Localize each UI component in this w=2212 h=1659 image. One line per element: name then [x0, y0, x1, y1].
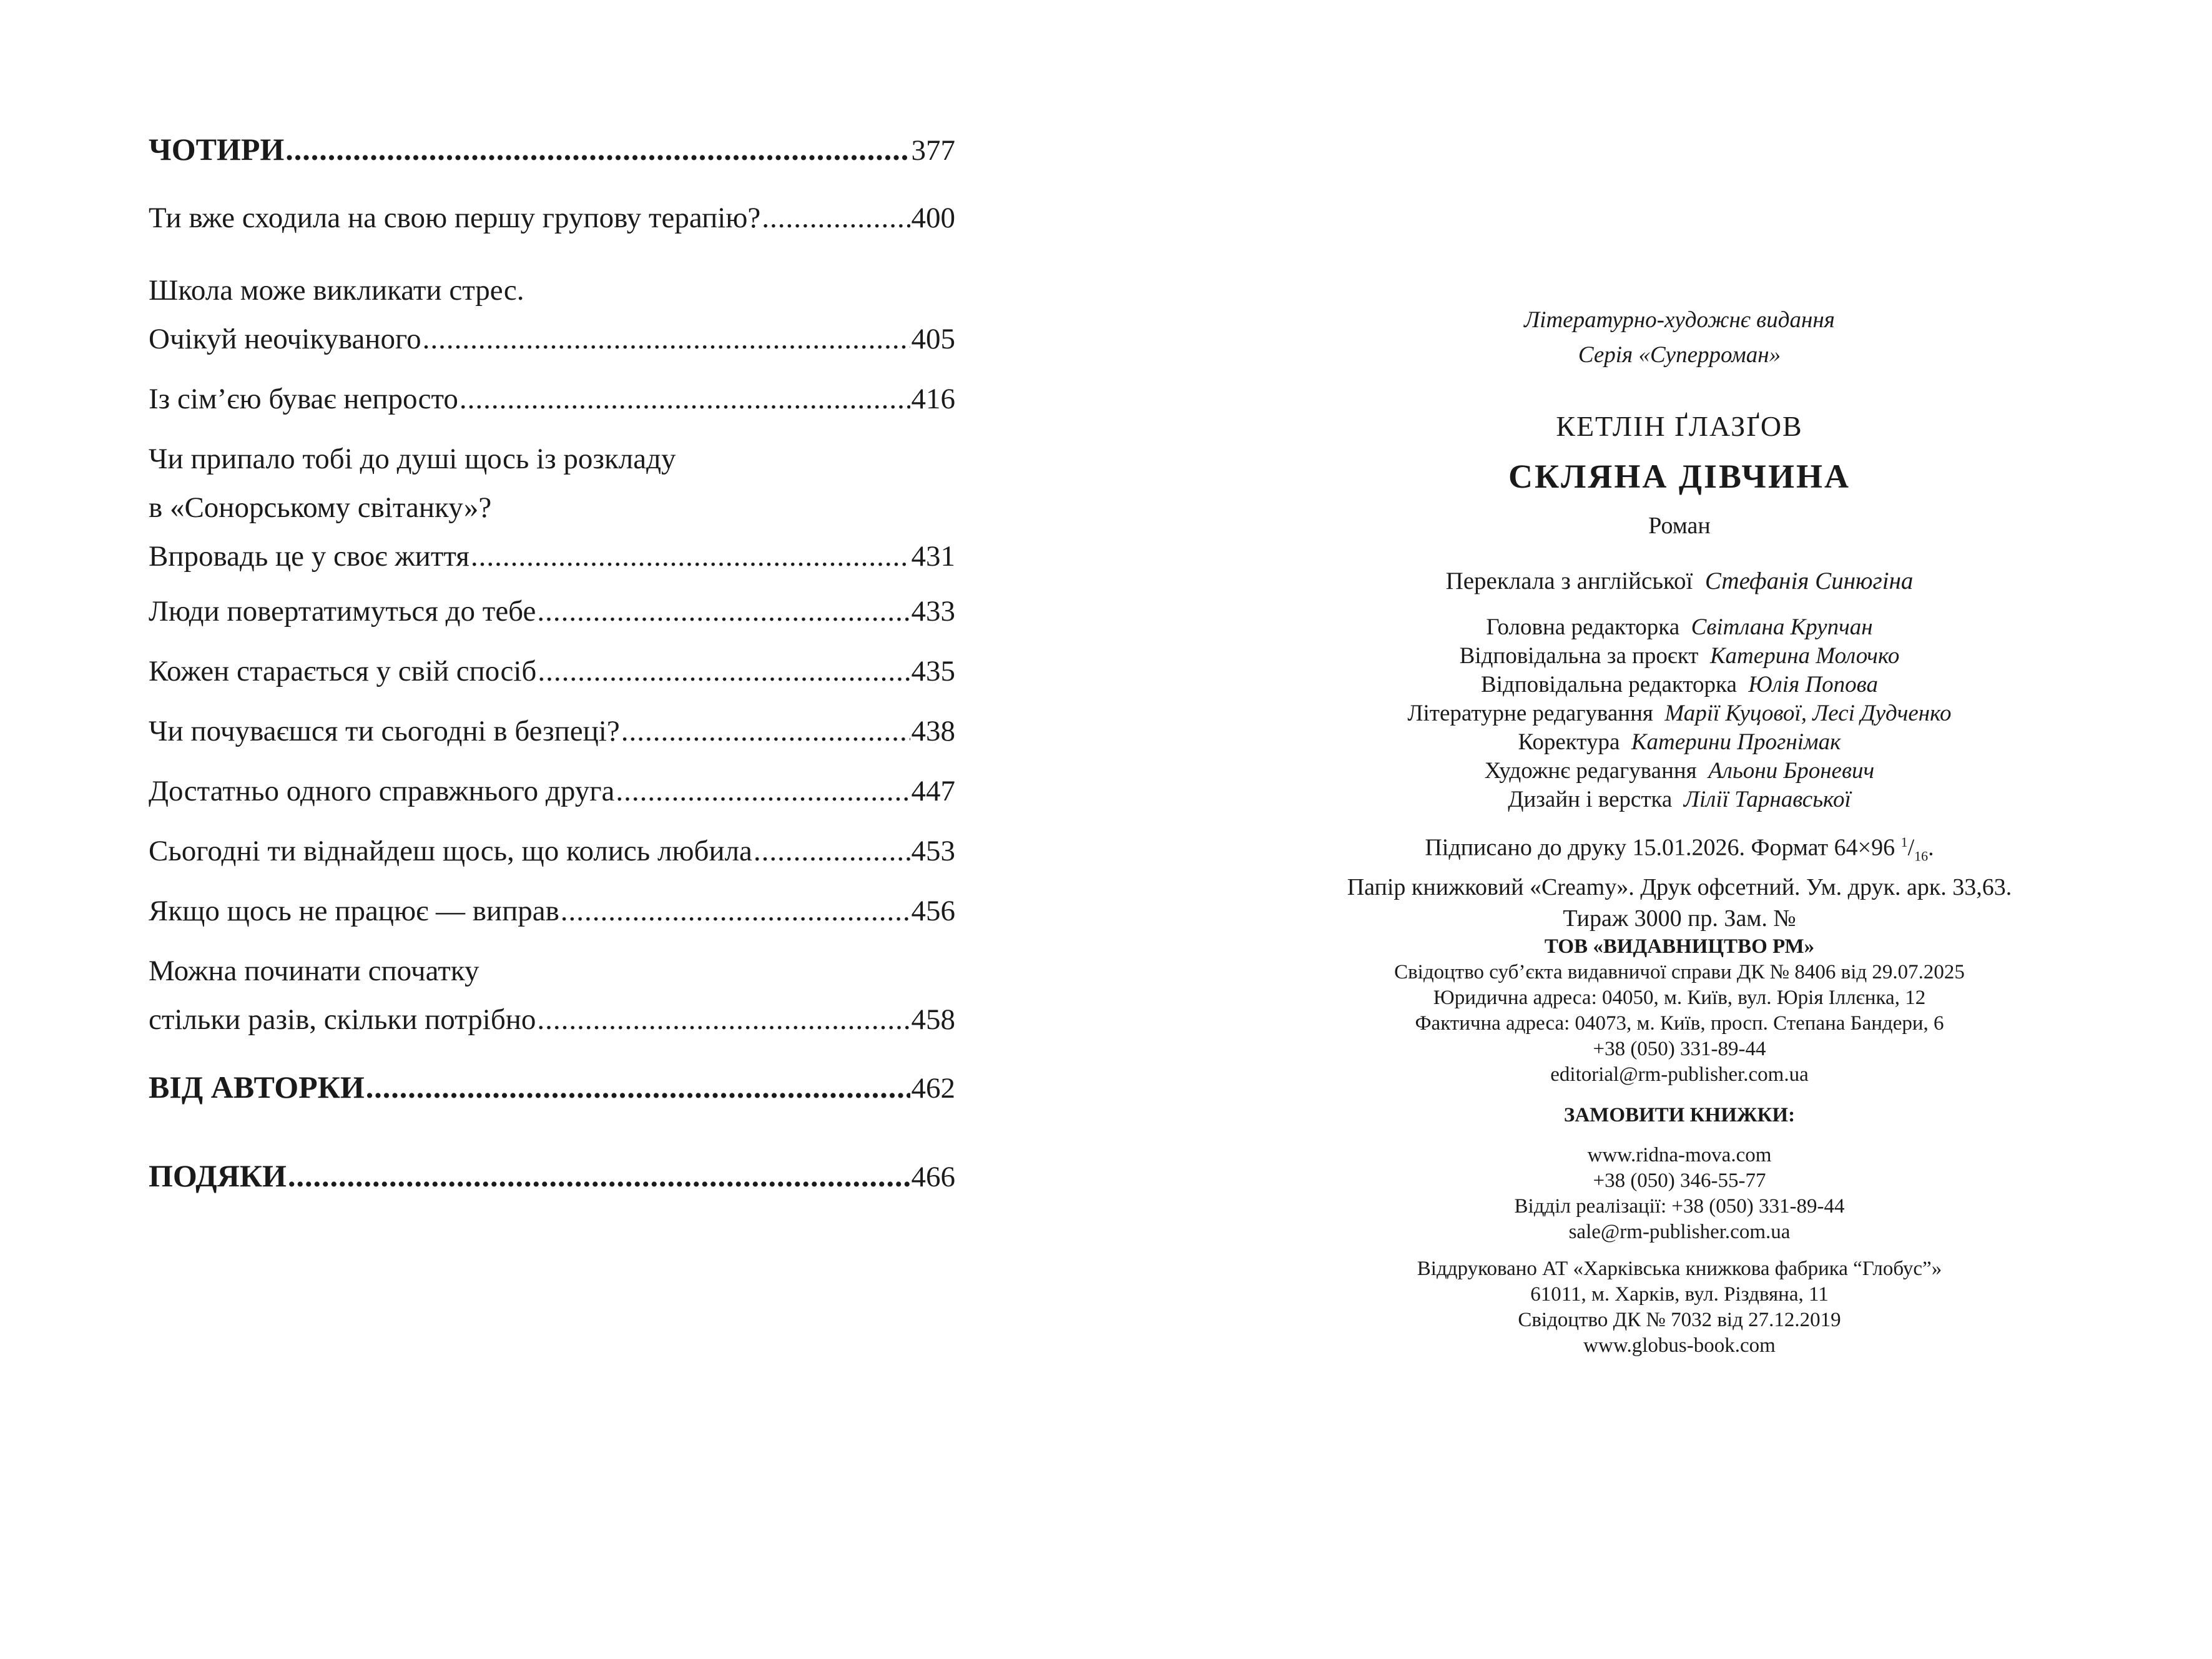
edition-type: Літературно-художнє видання: [1524, 307, 1835, 333]
toc-entry-title: Очікуй неочікуваного: [149, 323, 421, 355]
toc-leader: [537, 995, 910, 1044]
toc-page-number: 466: [911, 1161, 955, 1193]
publisher-phone: +38 (050) 331-89-44: [1593, 1038, 1766, 1060]
credits-list: [1274, 613, 2085, 814]
toc-entry: [149, 647, 955, 696]
series-name: Серія «Суперроман»: [1578, 342, 1781, 368]
credit-role: Художнє редагування: [1484, 758, 1697, 784]
print-signed-line: Підписано до друку 15.01.2026. Формат 64×96 $^1/_{16}$.: [1425, 834, 1934, 864]
credit-name: Марії Куцової, Лесі Дудченко: [1664, 701, 1952, 726]
toc-entry: [149, 587, 955, 636]
toc-entry: [149, 947, 955, 1044]
order-phone: +38 (050) 346-55-77: [1593, 1169, 1766, 1192]
toc-entry: [149, 194, 955, 242]
book-title: СКЛЯНА ДІВЧИНА: [1508, 458, 1851, 495]
printer-details: [1274, 1256, 2085, 1359]
credit-line: [1274, 785, 2085, 814]
toc-entry-title: Якщо щось не працює — виправ: [149, 895, 559, 927]
toc-leader: [616, 767, 910, 815]
toc-leader: [460, 375, 910, 423]
credit-line: [1274, 728, 2085, 757]
toc-page-number: 377: [911, 134, 955, 167]
printer-name: Віддруковано АТ «Харківська книжкова фабрика “Глобус”»: [1417, 1258, 1942, 1280]
credit-name: Катерина Молочко: [1709, 643, 1900, 669]
credit-line: [1274, 757, 2085, 785]
toc-entry: [149, 435, 955, 581]
credit-role: Літературне редагування: [1407, 701, 1653, 726]
toc-page-number: 405: [911, 323, 955, 355]
order-contacts: [1274, 1143, 2085, 1245]
order-website: www.ridna-mova.com: [1587, 1144, 1772, 1166]
toc-page-number: 433: [911, 595, 955, 628]
toc-page-number: 456: [911, 895, 955, 927]
credit-name: Світлана Крупчан: [1691, 614, 1873, 640]
toc-entry-title: Із сім’єю буває непросто: [149, 383, 458, 415]
toc-entry-title: в «Сонорському світанку»?: [149, 491, 492, 524]
toc-entry: [149, 375, 955, 423]
order-heading: ЗАМОВИТИ КНИЖКИ:: [1563, 1104, 1796, 1126]
publisher-license: Свідоцтво суб’єкта видавничої справи ДК № 8406 від 29.07.2025: [1394, 961, 1965, 983]
translator-credit: [1274, 567, 2085, 596]
printer-address: 61011, м. Харків, вул. Різдвяна, 11: [1530, 1283, 1829, 1306]
credit-name: Катерини Прогнімак: [1631, 729, 1841, 755]
toc-entry: [149, 767, 955, 815]
toc-entry: [149, 1151, 955, 1200]
toc-entry-title: ЧОТИРИ: [149, 132, 285, 167]
credit-role: Головна редакторка: [1486, 614, 1680, 640]
toc-entry-title: Достатньо одного справжнього друга: [149, 775, 615, 807]
credit-role: Дизайн і верстка: [1508, 787, 1673, 812]
toc-entry-title: Школа може викликати стрес.: [149, 274, 524, 307]
toc-entry-title: стільки разів, скільки потрібно: [149, 1003, 536, 1036]
toc-leader: [366, 1063, 910, 1111]
toc-entry-title: ПОДЯКИ: [149, 1158, 287, 1193]
toc-page-number: 447: [911, 775, 955, 807]
toc-entry: [149, 1063, 955, 1111]
paper-line: Папір книжковий «Creamy». Друк офсетний. Ум. друк. арк. 33,63.: [1347, 874, 2012, 901]
toc-entry: [149, 827, 955, 875]
credit-line: [1274, 699, 2085, 728]
credit-role: Відповідальна редакторка: [1480, 672, 1737, 697]
toc-leader: [471, 532, 910, 581]
toc-page-number: 435: [911, 655, 955, 687]
credit-role: Відповідальна за проєкт: [1459, 643, 1699, 669]
print-run-line: Тираж 3000 пр. Зам. №: [1563, 905, 1796, 932]
toc-entry-title: Чи припало тобі до душі щось із розкладу: [149, 443, 676, 475]
toc-leader: [762, 194, 910, 242]
toc-entry-title: ВІД АВТОРКИ: [149, 1070, 365, 1105]
toc-leader: [537, 587, 910, 636]
publisher-name: ТОВ «ВИДАВНИЦТВО РМ»: [1544, 935, 1815, 958]
toc-page-number: 453: [911, 835, 955, 867]
book-author: КЕТЛІН ҐЛАЗҐОВ: [1556, 410, 1803, 442]
toc-page-number: 416: [911, 383, 955, 415]
publisher-email: editorial@rm-publisher.com.ua: [1550, 1063, 1809, 1086]
credit-line: [1274, 613, 2085, 642]
toc-entry-title: Впровадь це у своє життя: [149, 540, 469, 573]
book-genre: Роман: [1648, 513, 1711, 539]
translator-name: Стефанія Синюгіна: [1704, 568, 1914, 594]
toc-leader: [754, 827, 910, 875]
toc-page-number: 462: [911, 1072, 955, 1105]
publisher-details: [1274, 960, 2085, 1088]
toc-entry: [149, 266, 955, 363]
toc-leader: [561, 887, 910, 935]
toc-leader: [538, 647, 910, 696]
toc-leader: [285, 125, 910, 174]
toc-leader: [288, 1151, 910, 1200]
toc-entry-title: Чи почуваєшся ти сьогодні в безпеці?: [149, 715, 620, 747]
credit-line: [1274, 671, 2085, 699]
toc-entry-title: Ти вже сходила на свою першу групову терапію?: [149, 202, 761, 234]
toc-leader: [423, 315, 910, 363]
toc-page-number: 400: [911, 202, 955, 234]
credit-role: Коректура: [1518, 729, 1620, 755]
toc-entry-title: Люди повертатимуться до тебе: [149, 595, 536, 628]
publisher-actual-address: Фактична адреса: 04073, м. Київ, просп. Степана Бандери, 6: [1415, 1012, 1944, 1035]
toc-entry-title: Сьогодні ти віднайдеш щось, що колись любила: [149, 835, 752, 867]
toc-page-number: 458: [911, 1003, 955, 1036]
credit-name: Юлія Попова: [1748, 672, 1878, 697]
credit-line: [1274, 642, 2085, 671]
toc-entry: [149, 887, 955, 935]
sales-phone: Відділ реалізації: +38 (050) 331-89-44: [1514, 1195, 1845, 1218]
printer-website: www.globus-book.com: [1583, 1334, 1776, 1357]
toc-entry-title: Кожен старається у свій спосіб: [149, 655, 537, 687]
publisher-legal-address: Юридична адреса: 04050, м. Київ, вул. Юрія Іллєнка, 12: [1433, 987, 1926, 1009]
credit-name: Лілії Тарнавської: [1683, 787, 1851, 812]
sales-email: sale@rm-publisher.com.ua: [1568, 1221, 1791, 1243]
printer-license: Свідоцтво ДК № 7032 від 27.12.2019: [1518, 1309, 1841, 1331]
print-details: [1274, 827, 2085, 934]
toc-entry-title: Можна починати спочатку: [149, 955, 479, 987]
toc-page-number: 438: [911, 715, 955, 747]
translator-label: Переклала з англійської: [1445, 568, 1693, 594]
toc-page-number: 431: [911, 540, 955, 573]
toc-entry: [149, 125, 955, 174]
toc-leader: [621, 707, 910, 756]
toc-entry: [149, 707, 955, 756]
credit-name: Альони Броневич: [1708, 758, 1875, 784]
